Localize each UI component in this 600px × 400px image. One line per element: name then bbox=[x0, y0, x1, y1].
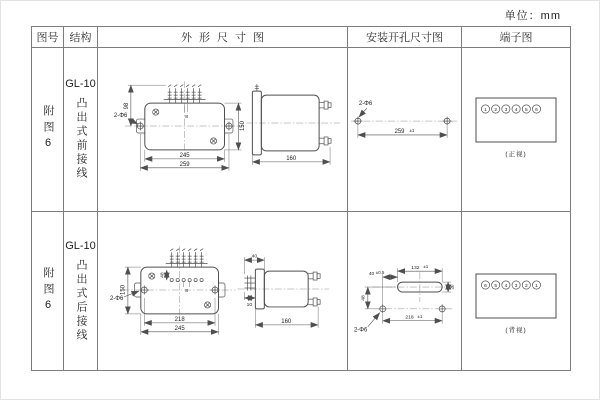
terminal-bolt-top bbox=[319, 101, 331, 109]
header-outline-dims: 外形尺寸图 bbox=[98, 27, 348, 48]
screw-top-left bbox=[153, 108, 159, 114]
drill-hole-left bbox=[353, 116, 362, 125]
unit-label: 单位：mm bbox=[504, 10, 561, 22]
dim-inner-h: 8 bbox=[185, 287, 189, 294]
terminal-number: 2 bbox=[494, 107, 498, 113]
dim-hole-span: 218 bbox=[405, 315, 414, 321]
dim-case-width: 245 bbox=[174, 325, 185, 332]
dim-stud-depth: 10 bbox=[246, 301, 253, 308]
dim-front-depth: 40 bbox=[251, 253, 258, 260]
row2-install-cell bbox=[348, 212, 462, 370]
install-drawing-rear-wiring bbox=[348, 212, 461, 370]
dim-slot-offset: 40 bbox=[368, 272, 375, 278]
screw-bottom-right bbox=[210, 137, 216, 143]
outline-drawing-rear-wiring bbox=[98, 212, 347, 370]
header-install-holes: 安装开孔尺寸图 bbox=[348, 27, 462, 48]
terminal-number: 6 bbox=[535, 107, 538, 113]
screw-top-left bbox=[149, 273, 155, 279]
row1-structure bbox=[64, 48, 98, 212]
row2-structure bbox=[64, 212, 98, 370]
screw-bottom-right bbox=[204, 302, 210, 308]
header-structure: 结构 bbox=[64, 27, 98, 48]
label-hole-spec: 2-Φ6 bbox=[113, 112, 128, 119]
row2-terminal-cell bbox=[462, 212, 570, 370]
row1-terminal-cell bbox=[462, 48, 570, 212]
terminal-number: 5 bbox=[524, 107, 528, 113]
dim-stud-pitch: 8 bbox=[185, 113, 189, 120]
label-hole-spec: 2-Φ6 bbox=[358, 100, 373, 107]
outline-drawing-front-wiring bbox=[98, 48, 347, 212]
dim-case-width: 245 bbox=[179, 152, 190, 159]
terminal-number: 1 bbox=[535, 283, 538, 289]
fig-no-text: 附图6 bbox=[42, 105, 54, 154]
mount-hole-left bbox=[136, 121, 145, 130]
dim-slot-height: 20 bbox=[449, 284, 455, 290]
model-text: GL-10 bbox=[65, 78, 96, 90]
dim-mount-span: 259 bbox=[179, 161, 190, 168]
row1-install-cell bbox=[348, 48, 462, 212]
dim-hole-span-tol: ±1 bbox=[409, 127, 415, 133]
terminal-number: 2 bbox=[524, 283, 528, 289]
terminal-number: 4 bbox=[504, 283, 508, 289]
terminal-number: 3 bbox=[514, 283, 518, 289]
dim-height: 150 bbox=[120, 285, 127, 295]
structure-text: 凸出式后接线 bbox=[75, 258, 87, 343]
model-text: GL-10 bbox=[65, 239, 96, 252]
terminal-bolt-top bbox=[308, 272, 320, 280]
dim-depth: 160 bbox=[281, 318, 292, 325]
install-drawing-front-wiring bbox=[348, 48, 461, 212]
terminal-number: 1 bbox=[484, 107, 487, 113]
dim-vert: 48 bbox=[361, 295, 367, 301]
dim-depth: 160 bbox=[286, 155, 297, 162]
label-hole-spec: 2-Φ6 bbox=[353, 327, 368, 334]
dim-inner-v: 48 bbox=[159, 272, 166, 278]
header-fig-no: 图号 bbox=[32, 27, 64, 48]
label-hole-spec: 2-Φ6 bbox=[109, 295, 124, 302]
terminal-number: 4 bbox=[514, 107, 518, 113]
dim-height: 150 bbox=[239, 120, 246, 131]
dim-slot-width: 132 bbox=[411, 266, 420, 272]
dim-slot-offset-tol: ±0.5 bbox=[375, 270, 385, 276]
terminal-bolt-bottom bbox=[319, 136, 331, 144]
terminal-bolt-bottom bbox=[308, 298, 320, 306]
header-terminal-diagram: 端子图 bbox=[462, 27, 570, 48]
dim-hole-span: 218 bbox=[174, 316, 185, 323]
row2-fig-no bbox=[32, 212, 64, 370]
dim-hole-span-tol: ±1 bbox=[417, 313, 423, 319]
mount-hole-right bbox=[224, 121, 233, 130]
row1-outline-cell bbox=[98, 48, 348, 212]
terminal-number: 6 bbox=[484, 283, 487, 289]
terminal-diagram-rear bbox=[462, 212, 570, 370]
terminal-caption: (正视) bbox=[505, 150, 527, 158]
row2-outline-cell bbox=[98, 212, 348, 370]
row1-fig-no bbox=[32, 48, 64, 212]
dim-terminal-height: 98 bbox=[123, 102, 130, 109]
spec-table bbox=[31, 26, 571, 371]
dim-slot-width-tol: ±1 bbox=[423, 264, 429, 270]
structure-text: 凸出式前接线 bbox=[75, 97, 87, 181]
terminal-number: 5 bbox=[494, 283, 498, 289]
drill-hole-right bbox=[443, 116, 452, 125]
terminal-number: 3 bbox=[504, 107, 508, 113]
dim-hole-span: 259 bbox=[394, 128, 405, 135]
terminal-diagram-front bbox=[462, 48, 570, 212]
fig-no-text: 附图6 bbox=[42, 266, 54, 316]
terminal-caption: (背视) bbox=[505, 327, 527, 334]
